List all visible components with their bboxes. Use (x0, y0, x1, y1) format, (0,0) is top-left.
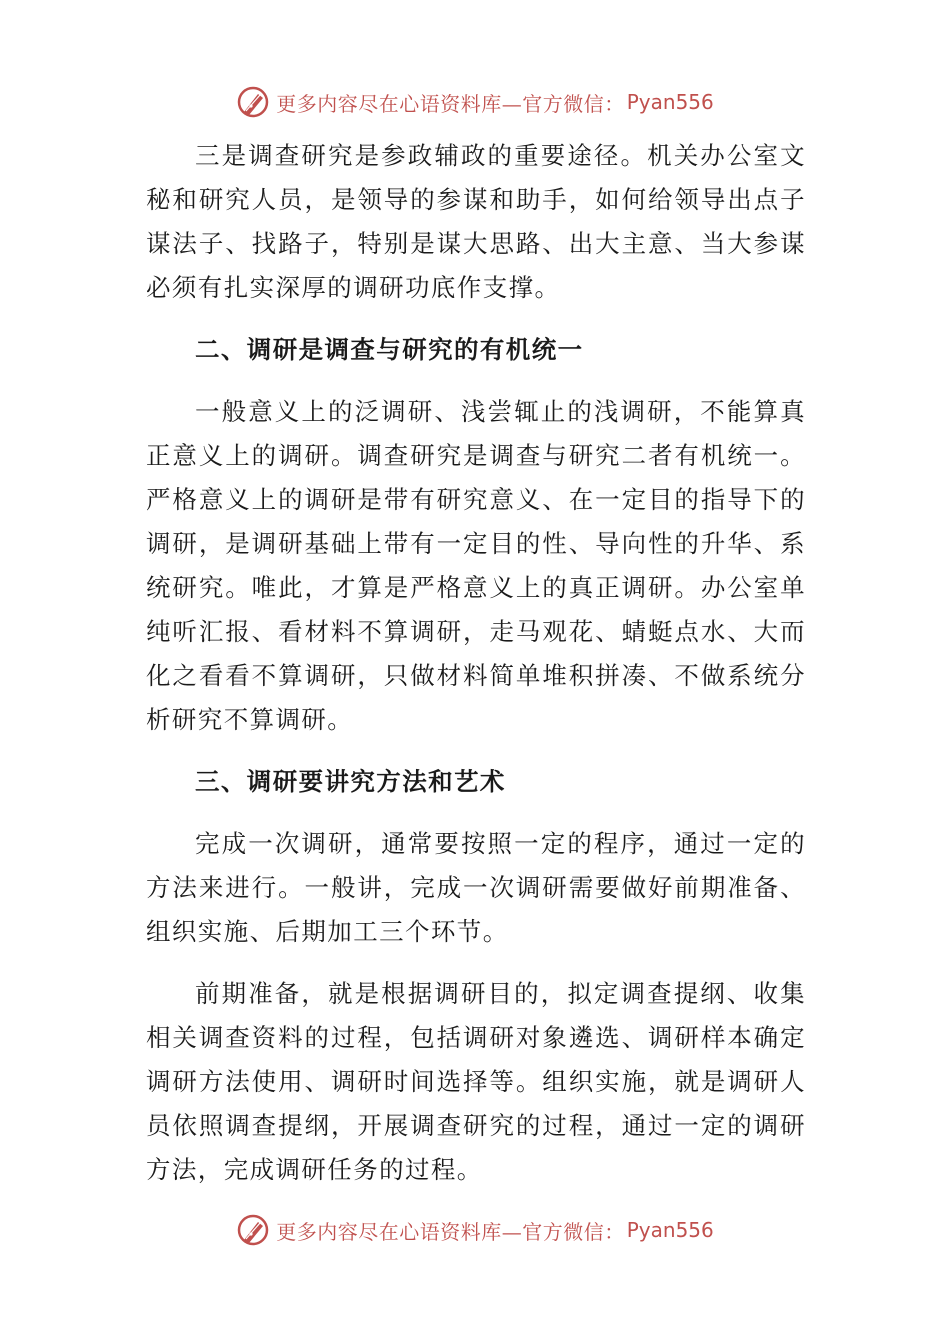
paragraph: 前期准备，就是根据调研目的，拟定调查提纲、收集相关调查资料的过程，包括调研对象遴选、调研样本确定调研方法使用、调研时间选择等。组织实施，就是调研人员依照调查提纲，开展调查研究的过程，通过一定的调研方法，完成调研任务的过程。 (146, 979, 806, 1184)
banner-text: 更多内容尽在心语资料库—官方微信： (276, 1219, 625, 1244)
banner-text: 更多内容尽在心语资料库—官方微信： (276, 91, 625, 116)
footer-banner (0, 1210, 950, 1250)
document-body (146, 134, 806, 1210)
section-heading: 三、调研要讲究方法和艺术 (195, 767, 506, 796)
banner-wechat-id: Pyan556 (626, 90, 714, 114)
paragraph: 三是调查研究是参政辅政的重要途径。机关办公室文秘和研究人员，是领导的参谋和助手，如何给领导出点子谋法子、找路子，特别是谋大思路、出大主意、当大参谋必须有扎实深厚的调研功底作支撑。 (146, 141, 806, 302)
paragraph: 完成一次调研，通常要按照一定的程序，通过一定的方法来进行。一般讲，完成一次调研需要做好前期准备、组织实施、后期加工三个环节。 (146, 829, 806, 946)
header-banner (0, 82, 950, 122)
banner-wechat-id: Pyan556 (626, 1218, 714, 1242)
pen-nib-logo-icon (236, 85, 270, 119)
paragraph: 一般意义上的泛调研、浅尝辄止的浅调研，不能算真正意义上的调研。调查研究是调查与研究二者有机统一。严格意义上的调研是带有研究意义、在一定目的指导下的调研，是调研基础上带有一定目的性、导向性的升华、系统研究。唯此，才算是严格意义上的真正调研。办公室单纯听汇报、看材料不算调研，走马观花、蜻蜓点水、大而化之看看不算调研，只做材料简单堆积拼凑、不做系统分析研究不算调研。 (146, 397, 806, 734)
section-heading: 二、调研是调查与研究的有机统一 (195, 335, 584, 364)
pen-nib-logo-icon (236, 1213, 270, 1247)
